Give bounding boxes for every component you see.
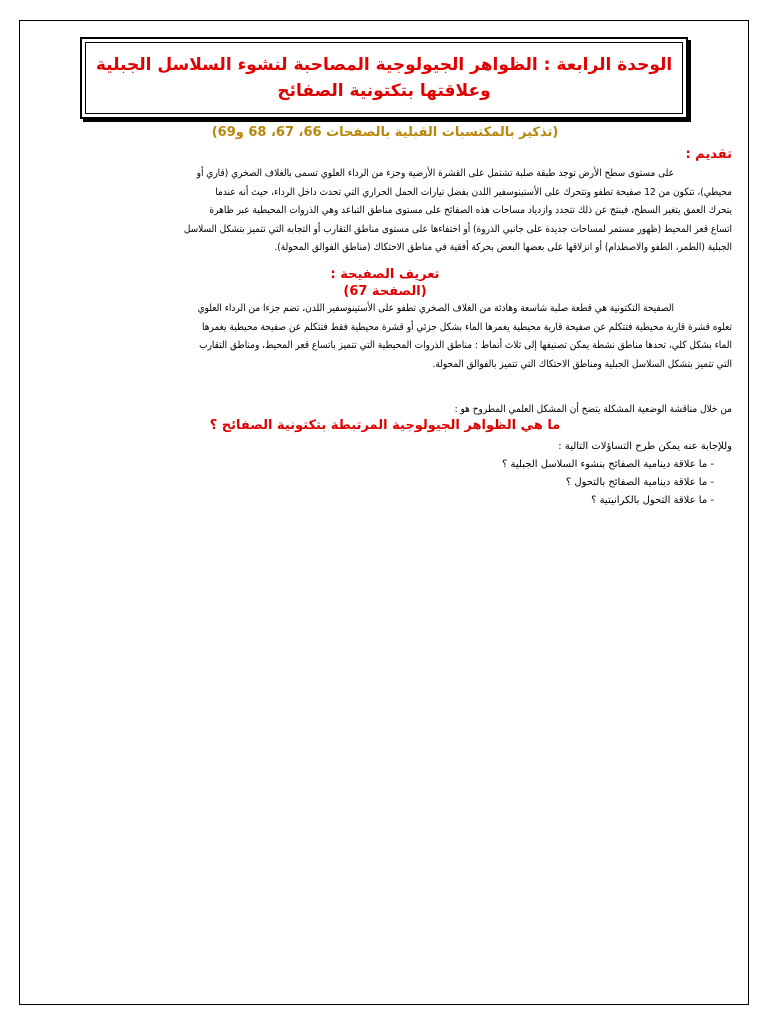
- scientific-problem-question: ما هي الظواهر الجيولوجية المرتبطة بتكتونية الصفائح ؟: [209, 418, 561, 433]
- plate-definition-heading: [60, 266, 710, 300]
- definition-line: الماء بشكل كلي، تحدها مناطق نشطة يمكن تصنيفها إلى ثلاث أنماط : مناطق الذروات المحيطية التي تتميز باتساع قعر المحيط، ومناطق التقارب: [199, 340, 732, 351]
- title-inner-frame: [85, 42, 683, 114]
- definition-line: الصفيحة التكتونية هي قطعة صلبة شاسعة وهادئة من الغلاف الصخري تطفو على الأستينوسفير اللدن، تضم جزءا من الرداء العلوي: [197, 303, 674, 314]
- unit-title-line-2: وعلاقتها بتكتونية الصفائح: [277, 81, 491, 101]
- intro-line: على مستوى سطح الأرض توجد طبقة صلبة تشتمل على القشرة الأرضية وجزء من الرداء العلوي تسمى بالغلاف الصخري (قاري أو: [196, 168, 674, 179]
- intro-line: اتساع قعر المحيط (ظهور مستمر لمساحات جديدة على جانبي الذروة) أو اختفاءها على مستوى مناطق التقارب أو التجابه التي تتميز بتشكل السلاسل: [183, 223, 732, 235]
- intro-heading: تقديم :: [685, 147, 732, 162]
- intro-line: يتحرك العمق يتغير السطح، فينتج عن ذلك تتجدد وازدياد مساحات هذه الصفائح على مستوى مناطق التباعد وهي الذروات المحيطية عبر ظاهرة: [209, 205, 732, 216]
- questions-list: [312, 438, 732, 510]
- intro-line: محيطي)، تتكون من 12 صفيحة تطفو وتتحرك على الأستينوسفير اللدن بفضل تيارات الحمل الحراري التي تحدث داخل الرداء، حيث أنه عندما: [215, 186, 732, 198]
- definition-paragraph: [30, 300, 732, 374]
- title-box: [80, 37, 688, 119]
- definition-title: تعريف الصفيحة :: [330, 267, 440, 282]
- list-item: - ما علاقة التحول بالكرانيتية ؟: [591, 495, 714, 506]
- problem-intro-line: من خلال مناقشة الوضعية المشكلة يتضح أن المشكل العلمي المطروح هو :: [454, 404, 732, 415]
- list-item: - ما علاقة دينامية الصفائح بنشوء السلاسل الجبلية ؟: [502, 459, 714, 470]
- intro-line: الجبلية (الطمر، الطفو والاصطدام) أو انزلاقها على بعضها البعض بحركة أفقية في مناطق الاحتكاك (مناطق الفوالق المحولة).: [274, 242, 732, 253]
- answer-intro: وللإجابة عنه يمكن طرح التساؤلات التالية :: [558, 441, 732, 452]
- prior-knowledge-reminder: (تذكير بالمكتسبات القبلية بالصفحات 66، 67، 68 و69): [211, 125, 559, 140]
- definition-line: تعلوه قشرة قارية محيطية فتتكلم عن صفيحة قارية محيطية يغمرها الماء بشكل جزئي أو قشرة محيطية فقط فتتكلم عن صفيحة محيطية يغمرها: [202, 321, 732, 333]
- definition-line: التي تتميز بتشكل السلاسل الجبلية ومناطق الاحتكاك التي تتميز بالفوالق المحولة.: [432, 358, 732, 370]
- problem-intro: [30, 401, 732, 420]
- definition-page-ref: (الصفحة 67): [343, 284, 427, 299]
- list-item: - ما علاقة دينامية الصفائح بالتحول ؟: [565, 477, 714, 488]
- unit-title-line-1: الوحدة الرابعة : الظواهر الجيولوجية المصاحبة لنشوء السلاسل الجبلية: [95, 55, 673, 75]
- intro-paragraph: [30, 165, 732, 258]
